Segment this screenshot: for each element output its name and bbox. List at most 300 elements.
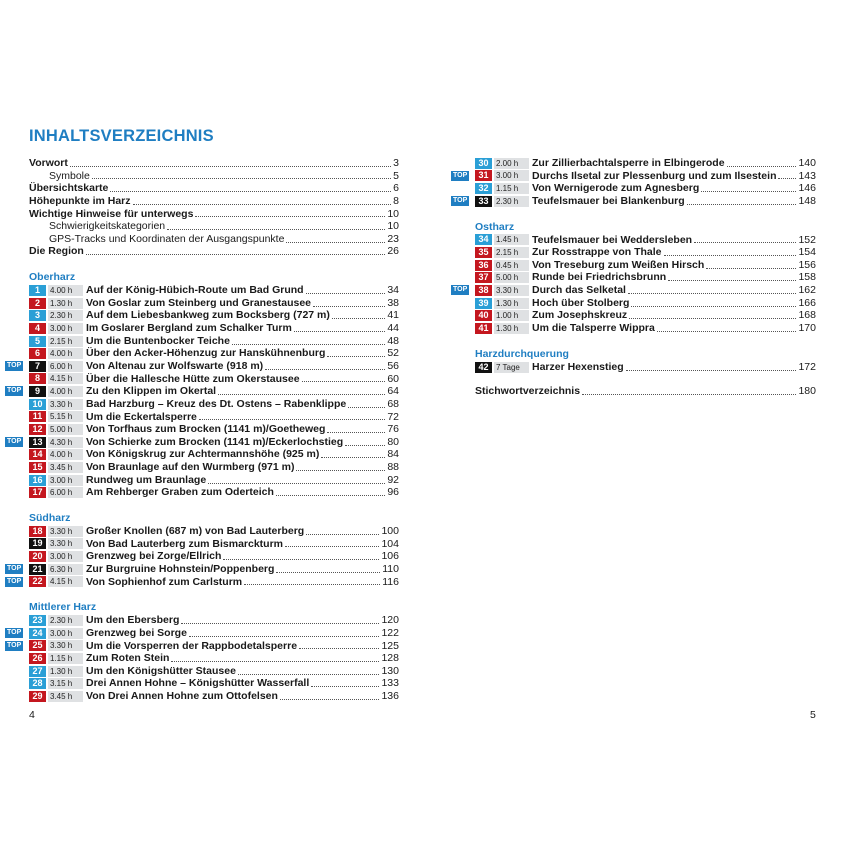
page-ref: 133 xyxy=(381,677,399,690)
tour-number-badge: 22 xyxy=(29,576,46,587)
page-ref: 56 xyxy=(387,359,399,372)
toc-tour-row[interactable] xyxy=(29,474,399,487)
toc-tour-row[interactable] xyxy=(7,435,399,449)
toc-tour-row[interactable] xyxy=(29,297,399,310)
toc-entry[interactable] xyxy=(29,233,399,246)
toc-entry[interactable] xyxy=(29,245,399,258)
tour-title: Von Braunlage auf den Wurmberg (971 m) xyxy=(86,461,295,474)
dot-leader xyxy=(628,293,797,294)
section-heading: Südharz xyxy=(29,512,71,525)
page-ref: 130 xyxy=(381,664,399,677)
toc-tour-row[interactable] xyxy=(29,665,399,678)
tour-title: Zu den Klippen im Okertal xyxy=(86,385,217,398)
toc-tour-row[interactable] xyxy=(453,169,816,183)
toc-tour-row[interactable] xyxy=(475,157,816,170)
dot-leader xyxy=(327,432,385,433)
toc-entry[interactable] xyxy=(475,385,816,398)
toc-tour-row[interactable] xyxy=(29,309,399,322)
tour-duration: 3.00 h xyxy=(48,475,83,486)
tour-number-badge: 28 xyxy=(29,678,46,689)
page-ref: 162 xyxy=(798,284,816,297)
tour-duration: 1.30 h xyxy=(48,666,83,677)
toc-tour-row[interactable] xyxy=(475,271,816,284)
tour-number-badge: 23 xyxy=(29,615,46,626)
tour-duration: 4.00 h xyxy=(48,449,83,460)
tour-title: Zum Josephskreuz xyxy=(532,309,628,322)
toc-tour-row[interactable] xyxy=(29,461,399,474)
dot-leader xyxy=(265,369,385,370)
entry-label: Symbole xyxy=(49,169,90,182)
toc-entry[interactable] xyxy=(29,170,399,183)
page-ref: 8 xyxy=(393,194,399,207)
tour-duration: 7 Tage xyxy=(494,362,529,373)
entry-label: Wichtige Hinweise für unterwegs xyxy=(29,207,194,220)
toc-tour-row[interactable] xyxy=(29,550,399,563)
toc-tour-row[interactable] xyxy=(29,525,399,538)
tour-duration: 1.30 h xyxy=(494,298,529,309)
dot-leader xyxy=(778,178,796,179)
page-ref: 5 xyxy=(393,169,399,182)
tour-title: Von Königskrug zur Achtermannshöhe (925 m) xyxy=(86,448,320,461)
tour-number-badge: 6 xyxy=(29,348,46,359)
dot-leader xyxy=(296,470,385,471)
top-badge: TOP xyxy=(7,387,22,395)
tour-title: Über die Hallesche Hütte zum Okerstausee xyxy=(86,372,300,385)
toc-tour-row[interactable] xyxy=(29,652,399,665)
tour-number-badge: 16 xyxy=(29,475,46,486)
dot-leader xyxy=(199,419,385,420)
tour-title: Hoch über Stolberg xyxy=(532,296,630,309)
tour-duration: 5.15 h xyxy=(48,411,83,422)
tour-title: Zur Zillierbachtalsperre in Elbingerode xyxy=(532,157,725,169)
page-ref: 6 xyxy=(393,182,399,195)
dot-leader xyxy=(327,356,385,357)
toc-tour-row[interactable] xyxy=(475,234,816,247)
spacer xyxy=(29,588,399,600)
dot-leader xyxy=(244,584,380,585)
toc-entry[interactable] xyxy=(29,195,399,208)
dot-leader xyxy=(302,381,386,382)
tour-duration: 3.30 h xyxy=(48,640,83,651)
dot-leader xyxy=(701,191,796,192)
page-ref: 48 xyxy=(387,334,399,347)
page-number-right: 5 xyxy=(810,709,816,721)
page-ref: 120 xyxy=(381,614,399,627)
tour-number-badge: 20 xyxy=(29,551,46,562)
page-ref: 68 xyxy=(387,397,399,410)
page-ref: 125 xyxy=(381,639,399,652)
tour-title: Auf dem Liebesbankweg zum Bocksberg (727 m) xyxy=(86,309,330,322)
toc-tour-row[interactable] xyxy=(29,335,399,348)
tour-title: Bad Harzburg – Kreuz des Dt. Ostens – Rabenklippe xyxy=(86,397,347,410)
dot-leader xyxy=(181,623,379,624)
tour-number-badge: 5 xyxy=(29,336,46,347)
page-ref: 143 xyxy=(798,169,816,182)
page-ref: 10 xyxy=(387,207,399,220)
toc-tour-row[interactable] xyxy=(475,322,816,335)
tour-title: Harzer Hexenstieg xyxy=(532,360,624,373)
dot-leader xyxy=(223,559,379,560)
tour-duration: 4.00 h xyxy=(48,285,83,296)
tour-duration: 5.00 h xyxy=(494,272,529,283)
tour-title: Durch das Selketal xyxy=(532,284,626,297)
dot-leader xyxy=(195,216,385,217)
dot-leader xyxy=(294,331,386,332)
dot-leader xyxy=(706,268,796,269)
tour-number-badge: 42 xyxy=(475,362,492,373)
top-badge: TOP xyxy=(453,286,468,294)
page-ref: 168 xyxy=(798,309,816,322)
tour-number-badge: 36 xyxy=(475,260,492,271)
tour-number-badge: 12 xyxy=(29,424,46,435)
tour-number-badge: 25 xyxy=(29,640,46,651)
toc-tour-row[interactable] xyxy=(29,486,399,499)
tour-duration: 3.45 h xyxy=(48,691,83,702)
tour-duration: 6.00 h xyxy=(48,361,83,372)
entry-label: Übersichtskarte xyxy=(29,182,109,195)
page-number-left: 4 xyxy=(29,709,35,721)
dot-leader xyxy=(218,394,385,395)
tour-title: Grenzweg bei Sorge xyxy=(86,626,187,639)
left-column xyxy=(7,157,399,703)
toc-entry[interactable] xyxy=(29,182,399,195)
tour-title: Großer Knollen (687 m) von Bad Lauterberg xyxy=(86,525,305,538)
tour-duration: 3.15 h xyxy=(48,678,83,689)
tour-title: Von Altenau zur Wolfswarte (918 m) xyxy=(86,359,264,372)
tour-number-badge: 32 xyxy=(475,183,492,194)
tour-title: Von Sophienhof zum Carlsturm xyxy=(86,575,243,588)
tour-duration: 3.00 h xyxy=(494,170,529,181)
tour-title: Im Goslarer Bergland zum Schalker Turm xyxy=(86,322,292,335)
entry-label: GPS-Tracks und Koordinaten der Ausgangspunkte xyxy=(49,232,285,245)
toc-tour-row[interactable] xyxy=(29,322,399,335)
entry-label: Vorwort xyxy=(29,157,68,169)
page-title: INHALTSVERZEICHNIS xyxy=(29,127,214,145)
page-ref: 88 xyxy=(387,461,399,474)
dot-leader xyxy=(232,344,385,345)
top-badge: TOP xyxy=(7,564,22,572)
tour-title: Von Treseburg zum Weißen Hirsch xyxy=(532,258,705,271)
tour-duration: 1.30 h xyxy=(48,298,83,309)
page-ref: 148 xyxy=(798,194,816,207)
dot-leader xyxy=(92,178,391,179)
page-ref: 96 xyxy=(387,486,399,499)
dot-leader xyxy=(171,661,379,662)
toc-tour-row[interactable] xyxy=(29,677,399,690)
dot-leader xyxy=(189,636,380,637)
spacer xyxy=(29,499,399,511)
toc-tour-row[interactable] xyxy=(475,259,816,272)
tour-duration: 1.00 h xyxy=(494,310,529,321)
tour-title: Am Rehberger Graben zum Oderteich xyxy=(86,486,274,499)
dot-leader xyxy=(306,534,379,535)
dot-leader xyxy=(348,407,385,408)
toc-tour-row[interactable] xyxy=(7,639,399,653)
toc-tour-row[interactable] xyxy=(29,690,399,703)
tour-title: Runde bei Friedrichsbrunn xyxy=(532,271,667,284)
tour-duration: 1.30 h xyxy=(494,323,529,334)
page-ref: 76 xyxy=(387,423,399,436)
dot-leader xyxy=(110,191,391,192)
tour-number-badge: 7 xyxy=(29,361,46,372)
right-column xyxy=(453,157,816,398)
dot-leader xyxy=(345,445,385,446)
toc-tour-row[interactable] xyxy=(475,182,816,195)
tour-number-badge: 40 xyxy=(475,310,492,321)
tour-number-badge: 29 xyxy=(29,691,46,702)
tour-number-badge: 35 xyxy=(475,247,492,258)
dot-leader xyxy=(321,457,385,458)
tour-title: Um den Königshütter Stausee xyxy=(86,664,236,677)
entry-label: Schwierigkeitskategorien xyxy=(49,220,166,233)
page-ref: 106 xyxy=(381,550,399,563)
dot-leader xyxy=(332,318,385,319)
toc-tour-row[interactable] xyxy=(29,423,399,436)
tour-duration: 4.30 h xyxy=(48,437,83,448)
tour-title: Um die Eckertalsperre xyxy=(86,410,197,423)
toc-tour-row[interactable] xyxy=(7,359,399,373)
tour-duration: 6.00 h xyxy=(48,487,83,498)
tour-duration: 3.45 h xyxy=(48,462,83,473)
tour-duration: 4.00 h xyxy=(48,386,83,397)
tour-title: Teufelsmauer bei Blankenburg xyxy=(532,194,685,207)
tour-duration: 1.45 h xyxy=(494,234,529,245)
tour-number-badge: 15 xyxy=(29,462,46,473)
dot-leader xyxy=(208,483,385,484)
tour-number-badge: 33 xyxy=(475,196,492,207)
page-ref: 38 xyxy=(387,296,399,309)
toc-entry[interactable] xyxy=(29,208,399,221)
tour-number-badge: 39 xyxy=(475,298,492,309)
tour-number-badge: 3 xyxy=(29,310,46,321)
tour-number-badge: 9 xyxy=(29,386,46,397)
dot-leader xyxy=(657,331,797,332)
tour-duration: 4.15 h xyxy=(48,576,83,587)
tour-title: Über den Acker-Höhenzug zur Hanskühnenburg xyxy=(86,347,326,360)
tour-number-badge: 24 xyxy=(29,628,46,639)
tour-number-badge: 10 xyxy=(29,399,46,410)
toc-tour-row[interactable] xyxy=(7,626,399,640)
tour-duration: 3.30 h xyxy=(48,538,83,549)
toc-tour-row[interactable] xyxy=(29,284,399,297)
page-ref: 44 xyxy=(387,322,399,335)
tour-duration: 3.30 h xyxy=(48,399,83,410)
top-badge: TOP xyxy=(7,577,22,585)
toc-entry[interactable] xyxy=(29,220,399,233)
toc-tour-row[interactable] xyxy=(29,448,399,461)
tour-number-badge: 31 xyxy=(475,170,492,181)
dot-leader xyxy=(687,204,797,205)
tour-title: Zur Rosstrappe von Thale xyxy=(532,246,662,259)
tour-title: Zur Burgruine Hohnstein/Poppenberg xyxy=(86,562,275,575)
tour-title: Drei Annen Hohne – Königshütter Wasserfall xyxy=(86,677,310,690)
tour-duration: 3.00 h xyxy=(48,551,83,562)
dot-leader xyxy=(299,648,379,649)
tour-duration: 5.00 h xyxy=(48,424,83,435)
tour-title: Um die Talsperre Wippra xyxy=(532,322,655,335)
tour-duration: 4.00 h xyxy=(48,348,83,359)
dot-leader xyxy=(664,255,797,256)
tour-duration: 2.30 h xyxy=(494,196,529,207)
dot-leader xyxy=(133,204,392,205)
page-ref: 26 xyxy=(387,245,399,258)
dot-leader xyxy=(167,229,385,230)
dot-leader xyxy=(238,674,380,675)
dot-leader xyxy=(311,686,379,687)
page-ref: 23 xyxy=(387,232,399,245)
section-heading: Ostharz xyxy=(475,220,515,233)
page-ref: 166 xyxy=(798,296,816,309)
tour-title: Durchs Ilsetal zur Plessenburg und zum Ilsestein xyxy=(532,169,777,182)
page-ref: 104 xyxy=(381,537,399,550)
tour-duration: 3.00 h xyxy=(48,628,83,639)
top-badge: TOP xyxy=(7,641,22,649)
page-ref: 156 xyxy=(798,258,816,271)
page-ref: 146 xyxy=(798,182,816,195)
tour-number-badge: 4 xyxy=(29,323,46,334)
toc-tour-row[interactable] xyxy=(475,297,816,310)
dot-leader xyxy=(280,699,380,700)
tour-title: Von Drei Annen Hohne zum Ottofelsen xyxy=(86,690,278,703)
dot-leader xyxy=(626,370,797,371)
toc-tour-row[interactable] xyxy=(29,614,399,627)
toc-tour-row[interactable] xyxy=(453,194,816,208)
tour-title: Auf der König-Hübich-Route um Bad Grund xyxy=(86,284,304,297)
tour-number-badge: 2 xyxy=(29,298,46,309)
tour-title: Grenzweg bei Zorge/Ellrich xyxy=(86,550,222,563)
page-ref: 41 xyxy=(387,309,399,322)
dot-leader xyxy=(668,280,796,281)
page-ref: 152 xyxy=(798,233,816,246)
dot-leader xyxy=(694,242,796,243)
tour-title: Um den Ebersberg xyxy=(86,614,180,627)
page-ref: 60 xyxy=(387,372,399,385)
page-ref: 72 xyxy=(387,410,399,423)
tour-title: Von Wernigerode zum Agnesberg xyxy=(532,182,700,195)
tour-number-badge: 27 xyxy=(29,666,46,677)
page-ref: 170 xyxy=(798,322,816,335)
dot-leader xyxy=(582,394,796,395)
tour-title: Von Bad Lauterberg zum Bismarckturm xyxy=(86,537,284,550)
page-ref: 110 xyxy=(382,562,399,575)
tour-number-badge: 41 xyxy=(475,323,492,334)
tour-duration: 3.00 h xyxy=(48,323,83,334)
page-ref: 122 xyxy=(381,626,399,639)
section-heading: Mittlerer Harz xyxy=(29,601,97,614)
dot-leader xyxy=(629,318,796,319)
tour-number-badge: 11 xyxy=(29,411,46,422)
tour-duration: 2.00 h xyxy=(494,158,529,169)
top-badge: TOP xyxy=(453,196,468,204)
toc-entry[interactable] xyxy=(29,157,399,170)
page-ref: 180 xyxy=(798,385,816,398)
section-heading: Harzdurchquerung xyxy=(475,347,569,360)
tour-number-badge: 14 xyxy=(29,449,46,460)
tour-title: Teufelsmauer bei Weddersleben xyxy=(532,233,693,246)
spacer xyxy=(475,373,816,385)
tour-number-badge: 18 xyxy=(29,526,46,537)
top-badge: TOP xyxy=(453,171,468,179)
tour-number-badge: 37 xyxy=(475,272,492,283)
toc-tour-row[interactable] xyxy=(29,538,399,551)
tour-duration: 1.15 h xyxy=(48,653,83,664)
section-heading: Oberharz xyxy=(29,271,76,284)
page-ref: 3 xyxy=(393,157,399,169)
entry-label: Höhepunkte im Harz xyxy=(29,194,131,207)
tour-number-badge: 34 xyxy=(475,234,492,245)
entry-label: Die Region xyxy=(29,245,84,258)
tour-number-badge: 26 xyxy=(29,653,46,664)
toc-tour-row[interactable] xyxy=(29,347,399,360)
tour-number-badge: 38 xyxy=(475,285,492,296)
tour-duration: 2.15 h xyxy=(494,247,529,258)
tour-duration: 2.30 h xyxy=(48,310,83,321)
page-ref: 52 xyxy=(387,347,399,360)
tour-duration: 1.15 h xyxy=(494,183,529,194)
page-ref: 64 xyxy=(387,385,399,398)
page-ref: 92 xyxy=(387,473,399,486)
toc-tour-row[interactable] xyxy=(453,284,816,297)
tour-title: Zum Roten Stein xyxy=(86,652,170,665)
page-ref: 158 xyxy=(798,271,816,284)
toc-tour-row[interactable] xyxy=(7,385,399,398)
top-badge: TOP xyxy=(7,361,22,369)
entry-label: Stichwortverzeichnis xyxy=(475,385,581,398)
dot-leader xyxy=(286,242,385,243)
toc-tour-row[interactable] xyxy=(29,398,399,411)
page-ref: 34 xyxy=(387,284,399,297)
toc-tour-row[interactable] xyxy=(29,411,399,424)
page-ref: 154 xyxy=(798,246,816,259)
page-ref: 116 xyxy=(382,575,399,588)
tour-duration: 3.30 h xyxy=(48,526,83,537)
tour-duration: 2.30 h xyxy=(48,615,83,626)
page-ref: 10 xyxy=(387,220,399,233)
tour-number-badge: 8 xyxy=(29,373,46,384)
spacer xyxy=(29,258,399,270)
toc-tour-row[interactable] xyxy=(475,246,816,259)
tour-number-badge: 17 xyxy=(29,487,46,498)
dot-leader xyxy=(727,166,797,167)
top-badge: TOP xyxy=(7,628,22,636)
page-ref: 172 xyxy=(798,360,816,373)
tour-title: Um die Buntenbocker Teiche xyxy=(86,334,230,347)
top-badge: TOP xyxy=(7,437,22,445)
tour-number-badge: 30 xyxy=(475,158,492,169)
tour-number-badge: 19 xyxy=(29,538,46,549)
tour-duration: 2.15 h xyxy=(48,336,83,347)
toc-tour-row[interactable] xyxy=(475,361,816,374)
tour-number-badge: 13 xyxy=(29,437,46,448)
tour-duration: 3.30 h xyxy=(494,285,529,296)
dot-leader xyxy=(313,306,385,307)
spacer xyxy=(475,335,816,347)
dot-leader xyxy=(86,254,385,255)
dot-leader xyxy=(70,166,391,167)
tour-duration: 6.30 h xyxy=(48,564,83,575)
tour-title: Von Torfhaus zum Brocken (1141 m)/Goetheweg xyxy=(86,423,326,436)
tour-title: Von Goslar zum Steinberg und Granestausee xyxy=(86,296,312,309)
page-ref: 128 xyxy=(381,652,399,665)
tour-duration: 0.45 h xyxy=(494,260,529,271)
toc-tour-row[interactable] xyxy=(29,373,399,386)
page-ref: 84 xyxy=(387,448,399,461)
toc-tour-row[interactable] xyxy=(7,575,399,589)
page-ref: 136 xyxy=(381,690,399,703)
toc-tour-row[interactable] xyxy=(475,309,816,322)
tour-title: Von Schierke zum Brocken (1141 m)/Eckerlochstieg xyxy=(86,435,344,448)
toc-tour-row[interactable] xyxy=(7,562,399,576)
